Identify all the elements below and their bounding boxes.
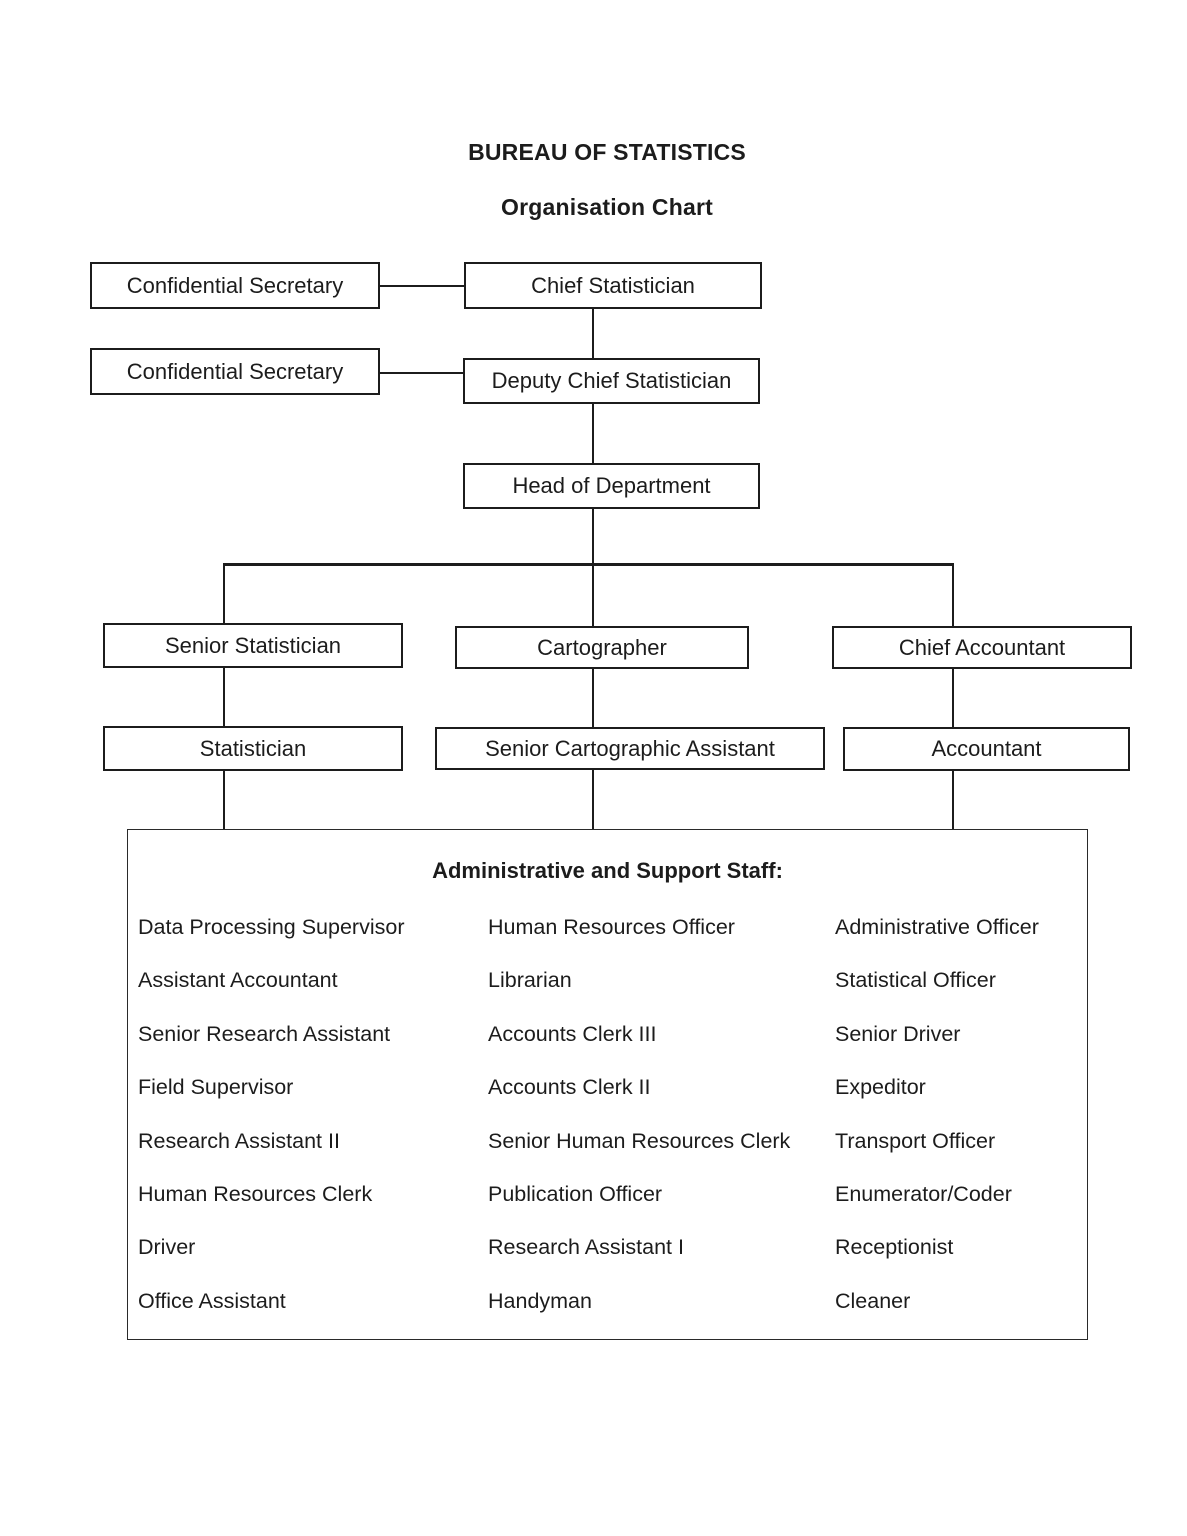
staff-item: Senior Driver xyxy=(835,1021,961,1046)
staff-item: Human Resources Clerk xyxy=(138,1181,373,1206)
staff-item: Handyman xyxy=(488,1288,592,1313)
staff-item: Receptionist xyxy=(835,1235,954,1260)
staff-item: Assistant Accountant xyxy=(138,968,338,993)
node-senior-cartographic-assistant xyxy=(435,727,825,770)
staff-item: Statistical Officer xyxy=(835,968,996,993)
connector-seniorstat-statistician xyxy=(223,668,225,726)
staff-item: Senior Research Assistant xyxy=(138,1021,391,1046)
connector-chiefstat-deputy xyxy=(592,309,594,358)
staff-item: Administrative Officer xyxy=(835,915,1039,939)
node-cartographer xyxy=(455,626,749,669)
staff-item: Transport Officer xyxy=(835,1128,996,1153)
node-label: Statistician xyxy=(199,735,307,761)
node-label: Deputy Chief Statistician xyxy=(491,368,732,393)
admin-staff-column-3 xyxy=(835,914,1039,1341)
staff-item: Publication Officer xyxy=(488,1181,663,1206)
admin-staff-column-2 xyxy=(488,914,790,1341)
connector-branch-horizontal xyxy=(223,563,954,566)
staff-item: Human Resources Officer xyxy=(488,915,735,939)
admin-staff-column-1 xyxy=(138,914,404,1341)
node-label: Senior Statistician xyxy=(164,632,342,658)
node-label: Confidential Secretary xyxy=(126,272,344,298)
connector-branch-drop-left xyxy=(223,566,225,623)
connector-cartassistant-adminbox xyxy=(592,770,594,829)
admin-support-staff-box xyxy=(127,829,1088,1340)
connector-accountant-adminbox xyxy=(952,770,954,829)
staff-item: Enumerator/Coder xyxy=(835,1181,1012,1206)
node-label: Cartographer xyxy=(537,634,667,660)
connector-branch-drop-center xyxy=(592,566,594,626)
staff-item: Expeditor xyxy=(835,1075,926,1100)
node-label: Confidential Secretary xyxy=(126,358,344,384)
node-senior-statistician xyxy=(103,623,403,668)
node-label: Senior Cartographic Assistant xyxy=(485,735,775,761)
node-chief-accountant xyxy=(832,626,1132,669)
staff-item: Accounts Clerk II xyxy=(488,1075,651,1100)
node-chief-statistician xyxy=(464,262,762,309)
staff-item: Field Supervisor xyxy=(138,1075,294,1100)
connector-chiefacct-accountant xyxy=(952,669,954,727)
node-label: Head of Department xyxy=(512,473,711,498)
node-statistician xyxy=(103,726,403,771)
page-subtitle: Organisation Chart xyxy=(501,194,713,220)
connector-headdept-branchline xyxy=(592,509,594,565)
admin-support-staff-title: Administrative and Support Staff: xyxy=(432,858,783,883)
connector-deputy-headdept xyxy=(592,404,594,463)
page-title: BUREAU OF STATISTICS xyxy=(468,139,746,165)
staff-item: Office Assistant xyxy=(138,1288,286,1313)
staff-item: Data Processing Supervisor xyxy=(138,915,405,939)
node-confidential-secretary-second xyxy=(90,348,380,395)
connector-confsec1-chiefstat xyxy=(380,285,464,287)
node-accountant xyxy=(843,727,1130,771)
staff-item: Senior Human Resources Clerk xyxy=(488,1128,791,1153)
node-label: Chief Accountant xyxy=(898,634,1066,660)
node-label: Chief Statistician xyxy=(531,272,695,298)
staff-item: Cleaner xyxy=(835,1288,911,1313)
staff-item: Research Assistant II xyxy=(138,1128,340,1153)
staff-item: Accounts Clerk III xyxy=(488,1021,657,1046)
node-confidential-secretary-top xyxy=(90,262,380,309)
node-deputy-chief-statistician xyxy=(463,358,760,404)
connector-cartographer-cartassistant xyxy=(592,669,594,727)
connector-branch-drop-right xyxy=(952,566,954,626)
staff-item: Librarian xyxy=(488,968,572,993)
staff-item: Driver xyxy=(138,1235,196,1260)
connector-statistician-adminbox xyxy=(223,771,225,829)
staff-item: Research Assistant I xyxy=(488,1235,684,1260)
node-head-of-department xyxy=(463,463,760,509)
connector-confsec2-deputy xyxy=(380,372,464,374)
node-label: Accountant xyxy=(931,736,1042,761)
